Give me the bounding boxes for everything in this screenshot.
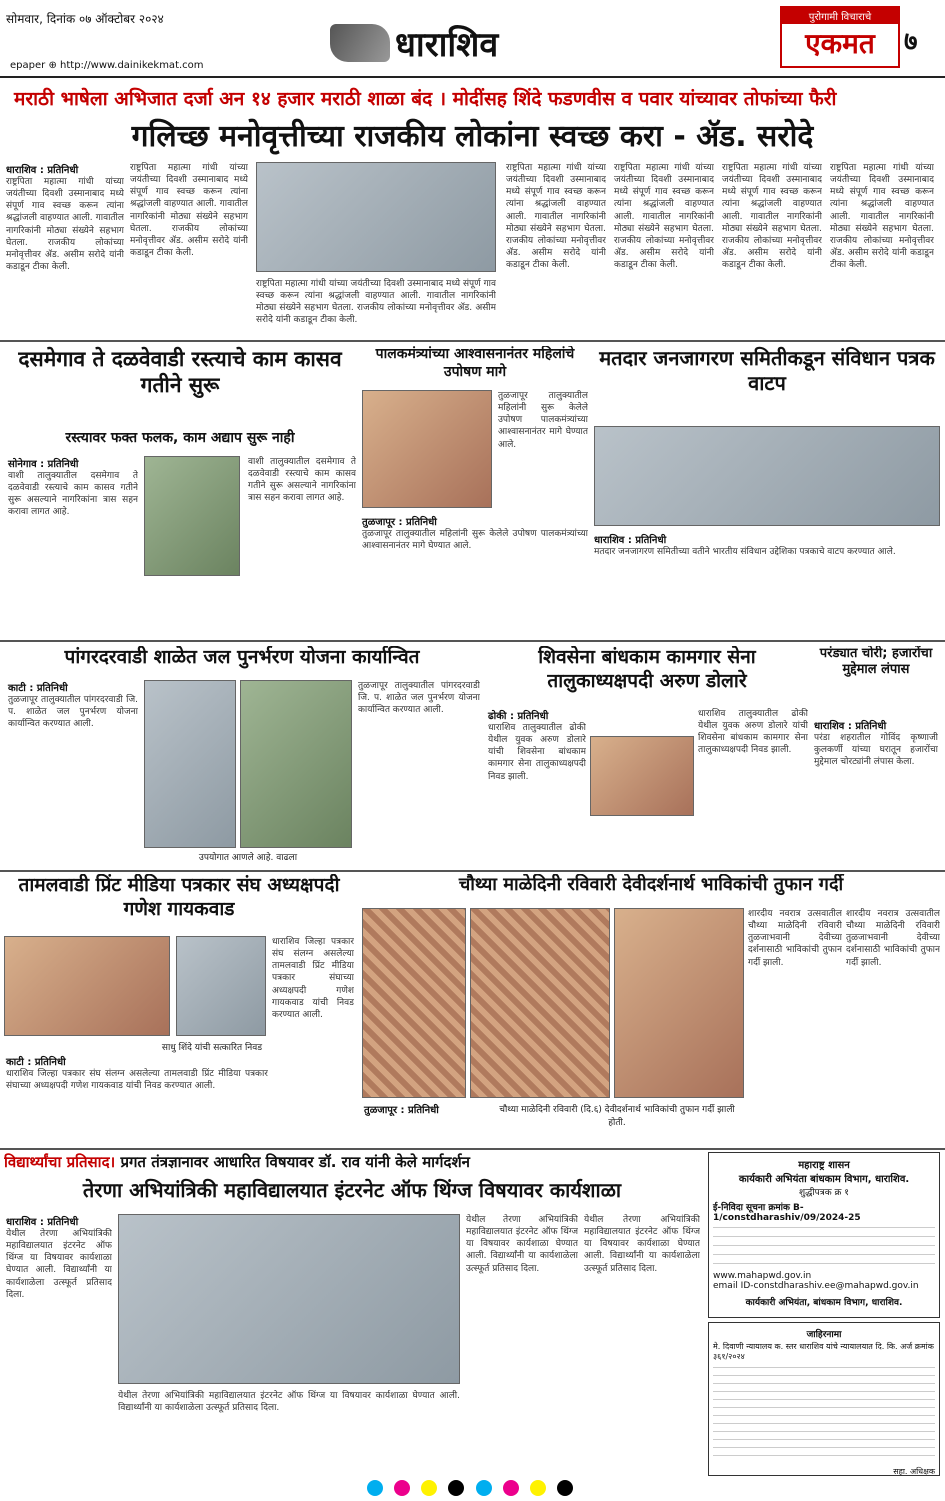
story-temple-caption: चौथ्या माळेदिनी रविवारी (दि.६) देवीदर्शनार्थ भाविकांची तुफान गर्दी झाली होती. [499, 1105, 735, 1128]
black-dot [448, 1480, 464, 1496]
story-temple-headline: चौथ्या माळेदिनी रविवारी देवीदर्शनार्थ भाविकांची तुफान गर्दी [458, 874, 844, 895]
cyan-dot [367, 1480, 383, 1496]
yellow-dot [530, 1480, 546, 1496]
crowd-photo-1 [362, 908, 466, 1098]
notice-dept: कार्यकारी अभियंता बांधकाम विभाग, धाराशिव. [738, 1174, 910, 1185]
arun-dolare-photo [590, 736, 694, 816]
story-school-body: तुळजापूर तालुक्यातील पांगरदरवाडी जि. प. शाळेत जल पुनर्भरण योजना कार्यान्वित करण्यात आली. [8, 695, 138, 730]
story-protest [362, 346, 588, 636]
logo-tagline: पुरोगामी विचाराचे [782, 8, 898, 24]
map-icon [330, 24, 390, 62]
story-shivsena-body-2: धाराशिव तालुक्यातील ढोकी येथील युवक अरुण डोलारे यांची शिवसेना बांधकाम कामगार सेना तालुकाध्यक्षपदी निवड झाली. [698, 709, 808, 756]
story-terna-kicker [4, 1152, 700, 1172]
globe-icon: ⊕ [48, 60, 57, 71]
road-photo [144, 456, 240, 576]
website-url: http://www.dainikekmat.com [60, 60, 204, 71]
story-protest-body-2: तुळजापूर तालुक्यातील महिलांनी सुरू केलेले उपोषण पालकमंत्र्यांच्या आश्वासनानंतर मागे घेण्यात आले. [362, 529, 588, 552]
story-shivsena-byline: ढोकी : प्रतिनिधी [488, 711, 549, 722]
notice-text [713, 1227, 935, 1267]
auditorium-photo [256, 162, 496, 272]
story-voters [594, 346, 940, 636]
top-story-col-4: राष्ट्रपिता महात्मा गांधी यांच्या जयंतीच्या दिवशी उस्मानाबाद मध्ये संपूर्ण गाव स्वच्छ करून त्यांना श्रद्धांजली वाहण्यात आली. गावातील नागरिकांनी मोठ्या संख्येने सहभाग घेतला. राजकीय लोकांच्या मनोवृत्तीवर ॲड. असीम सरोदे यांनी कडाडून टीका केली. [506, 163, 606, 271]
story-theft-body: परंडा शहरातील गोविंद कृष्णाजी कुलकर्णी यांच्या घरातून हजारोंचा मुद्देमाल चोरट्यांनी लंपास केला. [814, 733, 938, 768]
felicitation-photo-1 [4, 936, 170, 1036]
story-journalist-byline: काटी : प्रतिनिधी [6, 1057, 66, 1068]
story-theft-headline: परंड्यात चोरी; हजारोंचा मुद्देमाल लंपास [819, 646, 933, 678]
story-road-body: वाशी तालुक्यातील दसमेगाव ते दळवेवाडी रस्त्याचे काम कासव गतीने सुरू असल्याने नागरिकांना त्रास सहन करावा लागत आहे. [8, 471, 138, 518]
black-dot [557, 1480, 573, 1496]
top-story-col-2: राष्ट्रपिता महात्मा गांधी यांच्या जयंतीच्या दिवशी उस्मानाबाद मध्ये संपूर्ण गाव स्वच्छ करून त्यांना श्रद्धांजली वाहण्यात आली. गावातील नागरिकांनी मोठ्या संख्येने सहभाग घेतला. राजकीय लोकांच्या मनोवृत्तीवर ॲड. असीम सरोदे यांनी कडाडून टीका केली. [130, 163, 248, 258]
story-temple-body: शारदीय नवरात्र उत्सवातील चौथ्या माळेदिनी रविवारी तुळजाभवानी देवीच्या दर्शनासाठी भाविकांची तुफान गर्दी झाली. [748, 909, 842, 968]
color-registration-marks [230, 1480, 710, 1498]
magenta-dot [394, 1480, 410, 1496]
notice-ref: ई-निविदा सूचना क्रमांक B-1/constdharashiv/09/2024-25 [713, 1203, 861, 1223]
notice-email[interactable]: email ID-constdharashiv.ee@mahapwd.gov.in [713, 1281, 919, 1291]
main-headline: गलिच्छ मनोवृत्तीच्या राजकीय लोकांना स्वच्छ करा - ॲड. सरोदे [131, 119, 814, 154]
story-journalist-body: धाराशिव जिल्हा पत्रकार संघ संलग्न असलेल्या तामलवाडी प्रिंट मीडिया पत्रकार संघाच्या अध्यक्षपदी गणेश गायकवाड यांची निवड करण्यात आली. [6, 1069, 268, 1092]
top-story-col-1: राष्ट्रपिता महात्मा गांधी यांच्या जयंतीच्या दिवशी उस्मानाबाद मध्ये संपूर्ण गाव स्वच्छ करून त्यांना श्रद्धांजली वाहण्यात आली. गावातील नागरिकांनी मोठ्या संख्येने सहभाग घेतला. राजकीय लोकांच्या मनोवृत्तीवर ॲड. असीम सरोदे यांनी कडाडून टीका केली. [6, 177, 124, 272]
edition-title: धाराशिव [395, 25, 499, 65]
legal-title: जाहिरनामा [806, 1330, 842, 1340]
story-terna-byline: धाराशिव : प्रतिनिधी [6, 1217, 79, 1228]
legal-text [713, 1367, 935, 1463]
top-story-col-7: राष्ट्रपिता महात्मा गांधी यांच्या जयंतीच्या दिवशी उस्मानाबाद मध्ये संपूर्ण गाव स्वच्छ करून त्यांना श्रद्धांजली वाहण्यात आली. गावातील नागरिकांनी मोठ्या संख्येने सहभाग घेतला. राजकीय लोकांच्या मनोवृत्तीवर ॲड. असीम सरोदे यांनी कडाडून टीका केली. [830, 163, 934, 271]
story-protest-headline: पालकमंत्र्यांच्या आश्वासनानंतर महिलांचे उपोषण मागे [375, 346, 575, 380]
voters-photo [594, 426, 940, 526]
issue-date: सोमवार, दिनांक ०७ ऑक्टोबर २०२४ [6, 12, 164, 26]
story-school-headline: पांगरदरवाडी शाळेत जल पुनर्भरण योजना कार्यान्वित [64, 646, 420, 668]
story-protest-body: तुळजापूर तालुक्यातील महिलांनी सुरू केलेले उपोषण पालकमंत्र्यांच्या आश्वासनानंतर मागे घेण्यात आले. [498, 391, 588, 450]
story-road-headline: दसमेगाव ते दळवेवाडी रस्त्याचे काम कासव गतीने सुरू [18, 347, 342, 398]
ground-photo [240, 680, 352, 848]
pipe-photo [144, 680, 236, 848]
logo-name: एकमत [805, 27, 875, 60]
story-protest-byline: तुळजापूर : प्रतिनिधी [362, 517, 437, 528]
story-shivsena-body: धाराशिव तालुक्यातील ढोकी येथील युवक अरुण डोलारे यांची शिवसेना बांधकाम कामगार सेना तालुकाध्यक्षपदी निवड झाली. [488, 723, 586, 782]
story-road-body-2: वाशी तालुक्यातील दसमेगाव ते दळवेवाडी रस्त्याचे काम कासव गतीने सुरू असल्याने नागरिकांना त्रास सहन करावा लागत आहे. [248, 457, 356, 504]
story-theft [812, 646, 940, 866]
story-terna-body-2: येथील तेरणा अभियांत्रिकी महाविद्यालयात इंटरनेट ऑफ थिंग्ज या विषयावर कार्यशाळा घेण्यात आली. विद्यार्थ्यांनी या कार्यशाळेला उत्स्फूर्त प्रतिसाद दिला. [118, 1391, 460, 1414]
page-number: ७ [904, 27, 918, 57]
top-story-col-3: राष्ट्रपिता महात्मा गांधी यांच्या जयंतीच्या दिवशी उस्मानाबाद मध्ये संपूर्ण गाव स्वच्छ करून त्यांना श्रद्धांजली वाहण्यात आली. गावातील नागरिकांनी मोठ्या संख्येने सहभाग घेतला. राजकीय लोकांच्या मनोवृत्तीवर ॲड. असीम सरोदे यांनी कडाडून टीका केली. [256, 279, 496, 326]
story-voters-byline: धाराशिव : प्रतिनिधी [594, 535, 667, 546]
crowd-photo-2 [470, 908, 610, 1098]
story-road [4, 346, 356, 636]
story-shivsena [486, 646, 808, 866]
story-voters-body: मतदार जनजागरण समितीच्या वतीने भारतीय संविधान उद्देशिका पत्रकाचे वाटप करण्यात आले. [594, 547, 896, 557]
legal-signature: सहा. अधिक्षक [893, 1466, 935, 1476]
magenta-dot [503, 1480, 519, 1496]
story-temple-byline: तुळजापूर : प्रतिनिधी [364, 1105, 439, 1116]
story-terna-kicker-text: प्रगत तंत्रज्ञानावर आधारित विषयावर डॉ. राव यांनी केले मार्गदर्शन [120, 1153, 470, 1171]
story-road-sub: रस्त्यावर फक्त फलक, काम अद्याप सुरू नाही [65, 430, 295, 446]
story-terna [4, 1152, 700, 1478]
top-story-col-6: राष्ट्रपिता महात्मा गांधी यांच्या जयंतीच्या दिवशी उस्मानाबाद मध्ये संपूर्ण गाव स्वच्छ करून त्यांना श्रद्धांजली वाहण्यात आली. गावातील नागरिकांनी मोठ्या संख्येने सहभाग घेतला. राजकीय लोकांच्या मनोवृत्तीवर ॲड. असीम सरोदे यांनी कडाडून टीका केली. [722, 163, 822, 271]
story-terna-body-3: येथील तेरणा अभियांत्रिकी महाविद्यालयात इंटरनेट ऑफ थिंग्ज या विषयावर कार्यशाळा घेण्यात आली. विद्यार्थ्यांनी या कार्यशाळेला उत्स्फूर्त प्रतिसाद दिला. [466, 1215, 578, 1274]
cyan-dot [476, 1480, 492, 1496]
story-terna-kicker-red: विद्यार्थ्यांचा प्रतिसाद। [4, 1153, 116, 1171]
story-terna-headline: तेरणा अभियांत्रिकी महाविद्यालयात इंटरनेट ऑफ थिंग्ज विषयावर कार्यशाळा [82, 1178, 622, 1202]
story-school-caption: उपयोगात आणले आहे. वाढला [198, 853, 298, 863]
story-terna-body-4: येथील तेरणा अभियांत्रिकी महाविद्यालयात इंटरनेट ऑफ थिंग्ज या विषयावर कार्यशाळा घेण्यात आली. विद्यार्थ्यांनी या कार्यशाळेला उत्स्फूर्त प्रतिसाद दिला. [584, 1215, 700, 1274]
story-theft-byline: धाराशिव : प्रतिनिधी [814, 721, 887, 732]
story-voters-headline: मतदार जनजागरण समितीकडून संविधान पत्रक वाटप [599, 346, 935, 395]
epaper-link[interactable] [10, 60, 204, 71]
tender-notice [708, 1152, 940, 1318]
felicitation-photo-2 [176, 936, 266, 1036]
top-kicker: मराठी भाषेला अभिजात दर्जा अन १४ हजार मराठी शाळा बंद । मोदींसह शिंदे फडणवीस व पवार यांच्यावर तोफांच्या फैरी [14, 88, 837, 110]
students-group-photo [118, 1214, 460, 1384]
epaper-label: epaper [10, 60, 46, 71]
protest-photo [362, 390, 492, 508]
divider [0, 870, 945, 872]
story-school [4, 646, 480, 866]
newspaper-logo [780, 6, 900, 68]
story-temple-body-2: शारदीय नवरात्र उत्सवातील चौथ्या माळेदिनी रविवारी तुळजाभवानी देवीच्या दर्शनासाठी भाविकांची तुफान गर्दी झाली. [846, 909, 940, 968]
divider [0, 640, 945, 642]
story-shivsena-headline: शिवसेना बांधकाम कामगार सेना तालुकाध्यक्षपदी अरुण डोलारे [538, 646, 756, 692]
divider [0, 1148, 945, 1150]
top-story [6, 162, 936, 338]
notice-signature: कार्यकारी अभियंता, बांधकाम विभाग, धाराशिव. [745, 1298, 903, 1308]
story-road-byline: सोनेगाव : प्रतिनिधी [8, 459, 79, 470]
story-school-byline: काटी : प्रतिनिधी [8, 683, 68, 694]
story-journalist-headline: तामलवाडी प्रिंट मीडिया पत्रकार संघ अध्यक्षपदी गणेश गायकवाड [18, 874, 340, 920]
divider [0, 340, 945, 342]
notice-title: महाराष्ट्र शासन [798, 1160, 850, 1171]
fire-truck-photo [614, 908, 744, 1098]
story-journalist-caption: साधु शिंदे यांची सत्कारित निवड [161, 1043, 263, 1053]
story-journalist [4, 874, 354, 1144]
masthead [0, 0, 945, 78]
story-temple [362, 874, 940, 1144]
yellow-dot [421, 1480, 437, 1496]
legal-notice [708, 1322, 940, 1476]
notice-sub: शुद्धीपत्रक क्र १ [799, 1188, 849, 1198]
story-school-body-2: तुळजापूर तालुक्यातील पांगरदरवाडी जि. प. शाळेत जल पुनर्भरण योजना कार्यान्वित करण्यात आली. [358, 681, 480, 716]
notice-website[interactable]: www.mahapwd.gov.in [713, 1271, 812, 1281]
top-story-byline: धाराशिव : प्रतिनिधी [6, 165, 79, 176]
story-terna-body: येथील तेरणा अभियांत्रिकी महाविद्यालयात इंटरनेट ऑफ थिंग्ज या विषयावर कार्यशाळा घेण्यात आली. विद्यार्थ्यांनी या कार्यशाळेला उत्स्फूर्त प्रतिसाद दिला. [6, 1229, 112, 1300]
story-journalist-body-2: धाराशिव जिल्हा पत्रकार संघ संलग्न असलेल्या तामलवाडी प्रिंट मीडिया पत्रकार संघाच्या अध्यक्षपदी गणेश गायकवाड यांची निवड करण्यात आली. [272, 937, 354, 1020]
top-story-col-5: राष्ट्रपिता महात्मा गांधी यांच्या जयंतीच्या दिवशी उस्मानाबाद मध्ये संपूर्ण गाव स्वच्छ करून त्यांना श्रद्धांजली वाहण्यात आली. गावातील नागरिकांनी मोठ्या संख्येने सहभाग घेतला. राजकीय लोकांच्या मनोवृत्तीवर ॲड. असीम सरोदे यांनी कडाडून टीका केली. [614, 163, 714, 271]
legal-body: मे. दिवाणी न्यायालय क. स्तर धाराशिव यांचे न्यायालयात दि. कि. अर्ज क्रमांक ३६१/२०२४ [713, 1342, 934, 1362]
